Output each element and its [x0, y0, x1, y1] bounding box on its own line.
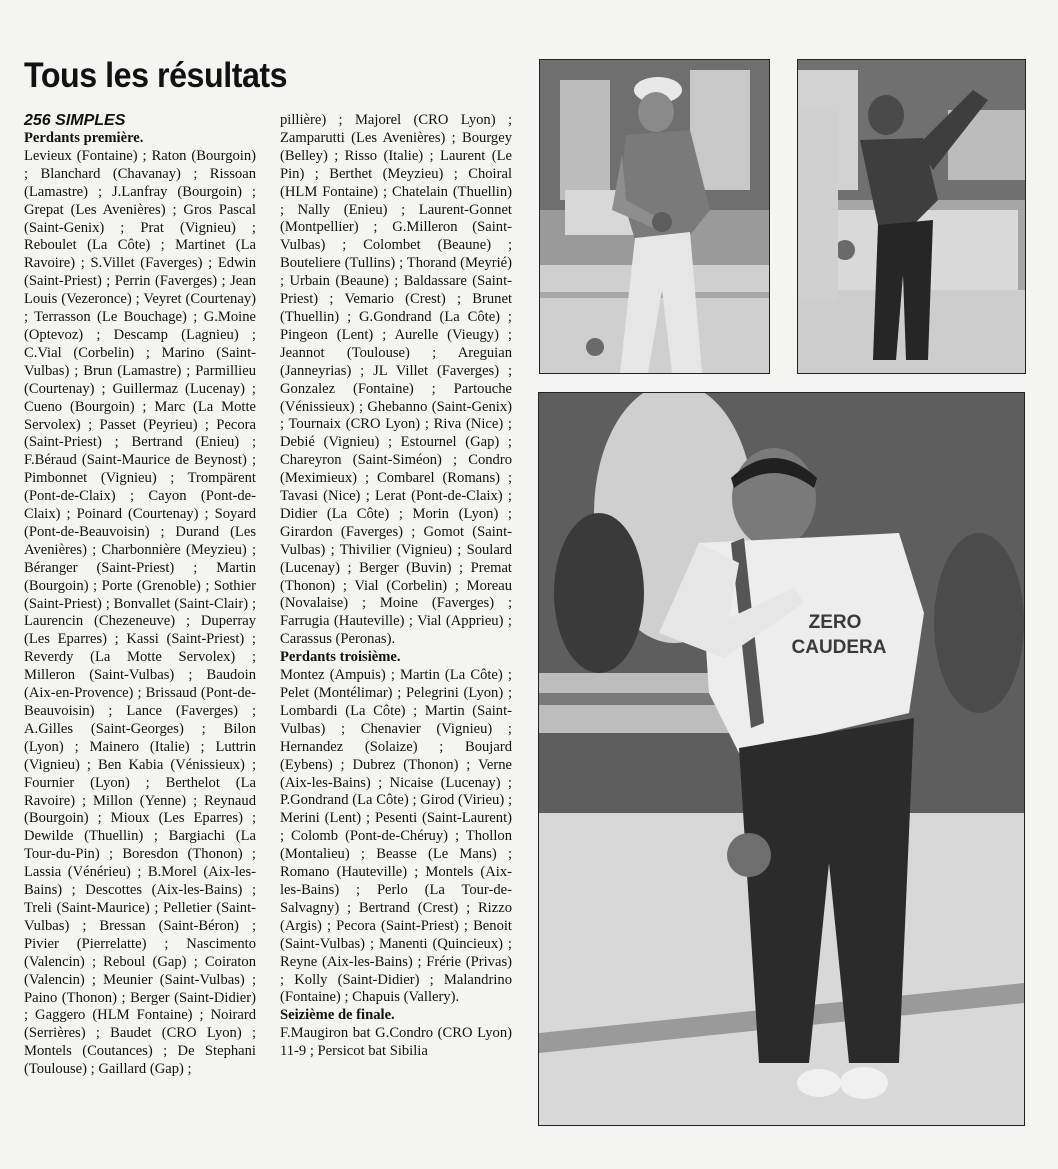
photo-young-player	[797, 59, 1026, 374]
results-text-seizieme: F.Maugiron bat G.Condro (CRO Lyon) 11-9 ; Persicot bat Sibilia	[280, 1025, 512, 1060]
shirt-text-zero: ZERO	[808, 612, 862, 633]
subheading-perdants-troisieme: Perdants troisième.	[280, 649, 401, 666]
results-text-premiere-continued: pillière) ; Majorel (CRO Lyon) ; Zamparutti (Les Avenières) ; Bourgey (Belley) ; Risso (Italie) ; Laurent (Le Pin) ; Berthet (Meyzieu) ; Choiral (HLM Fontaine) ; Chatelain (Thuellin) ; Nally (Enieu) ; Laurent-Gonnet (Montpellier) ; G.Milleron (Saint-Vulbas) ; Colombet (Beaune) ; Bouteliere (Tullins) ; Thorand (Meyrié) ; Urbain (Beaune) ; Baldassare (Saint-Priest) ; Vemario (Crest) ; Brunet (Thuellin) ; G.Gondrand (La Côte) ; Pingeon (Lent) ; Aurelle (Vieugy) ; Jeannot (Toulouse) ; Areguian (Janneyrias) ; JL Villet (Faverges) ; Gonzalez (Fontaine) ; Partouche (Vénissieux) ; Ghebanno (Saint-Genix) ; Tournaix (CRO Lyon) ; Riva (Nice) ; Debié (Vignieu) ; Estournel (Gap) ; Chareyron (Saint-Siméon) ; Condro (Meximieux) ; Combarel (Romans) ; Tavasi (Nice) ; Lerat (Pont-de-Claix) ; Didier (La Côte) ; Morin (Lyon) ; Girardon (Faverges) ; Gomot (Saint-Vulbas) ; Thivilier (Vignieu) ; Soulard (Lucenay) ; Berger (Buvin) ; Premat (Thonon) ; Vial (Corbelin) ; Moreau (Novalaise) ; Moine (Faverges) ; Farrugia (Hauteville) ; Vial (Apprieu) ; Carassus (Peronas).	[280, 112, 512, 648]
results-text-troisieme: Montez (Ampuis) ; Martin (La Côte) ; Pelet (Montélimar) ; Pelegrini (Lyon) ; Lombardi (La Côte) ; Martin (Saint-Vulbas) ; Chenavier (Vignieu) ; Hernandez (Solaize) ; Boujard (Eybens) ; Dubrez (Thonon) ; Verne (Aix-les-Bains) ; Nicaise (Lucenay) ; P.Gondrand (La Côte) ; Girod (Virieu) ; Merini (Lent) ; Pesenti (Saint-Laurent) ; Colomb (Pont-de-Chéruy) ; Thollon (Montalieu) ; Beasse (Le Mans) ; Romano (Hauteville) ; Montels (Aix-les-Bains) ; Perlo (La Tour-de-Salvagny) ; Bertrand (Crest) ; Rizzo (Argis) ; Pecora (Saint-Priest) ; Benoit (Saint-Vulbas) ; Manenti (Quincieux) ; Reyne (Aix-les-Bains) ; Frérie (Privas) ; Kolly (Saint-Didier) ; Malandrino (Fontaine) ; Chapuis (Vallery).	[280, 667, 512, 1006]
subheading-perdants-premiere: Perdants première.	[24, 130, 144, 146]
results-column-1	[24, 112, 256, 1079]
photo-main-player	[538, 392, 1025, 1126]
results-text-premiere: Levieux (Fontaine) ; Raton (Bourgoin) ; Blanchard (Chavanay) ; Rissoan (Lamastre) ; J.Lanfray (Bourgoin) ; Grepat (Les Avenières) ; Gros Pascal (Saint-Genix) ; Prat (Vignieu) ; Reboulet (La Côte) ; Martinet (La Ravoire) ; S.Villet (Faverges) ; Edwin (Saint-Priest) ; Perrin (Faverges) ; Jean Louis (Vezeronce) ; Veyret (Courtenay) ; Terrasson (Le Bouchage) ; G.Moine (Optevoz) ; Descamp (Lagnieu) ; C.Vial (Corbelin) ; Marino (Saint-Vulbas) ; Brun (Lamastre) ; Parmillieu (Courtenay) ; Guillermaz (Lucenay) ; Cueno (Bourgoin) ; Marc (La Motte Servolex) ; Passet (Peyrieu) ; Pecora (Saint-Priest) ; Bertrand (Enieu) ; F.Béraud (Saint-Maurice de Beynost) ; Pimbonnet (Vignieu) ; Trompärent (Pont-de-Claix) ; Cayon (Pont-de-Claix) ; Poinard (Courtenay) ; Soyard (Pont-de-Beauvoisin) ; Durand (Les Avenières) ; Charbonnière (Meyzieu) ; Béranger (Saint-Priest) ; Martin (Bourgoin) ; Porte (Grenoble) ; Sothier (Saint-Priest) ; Bonvallet (Saint-Clair) ; Laurencin (Chezeneuve) ; Duperray (Les Eparres) ; Kassi (Saint-Priest) ; Reverdy (La Motte Servolex) ; Milleron (Saint-Vulbas) ; Baudoin (Aix-en-Provence) ; Brissaud (Pont-de-Beauvoisin) ; Lance (Faverges) ; A.Gilles (Saint-Georges) ; Bilon (Lyon) ; Mainero (Italie) ; Luttrin (Vignieu) ; Ben Kabia (Vénissieux) ; Fournier (Lyon) ; Berthelot (La Ravoire) ; Millon (Yenne) ; Reynaud (Bourgoin) ; Mioux (Les Eparres) ; Dewilde (Thuellin) ; Bargiachi (La Tour-du-Pin) ; Boresdon (Thonon) ; Lassia (Vénérieu) ; B.Morel (Aix-les-Bains) ; Descottes (Aix-les-Bains) ; Treli (Saint-Maurice) ; Pelletier (Saint-Vulbas) ; Bressan (Saint-Béron) ; Pivier (Pierrelatte) ; Nascimento (Valencin) ; Reboul (Gap) ; Coiraton (Valencin) ; Meunier (Saint-Vulbas) ; Paino (Thonon) ; Berger (Saint-Didier) ; Gaggero (HLM Fontaine) ; Noirard (Serrières) ; Baudet (CRO Lyon) ; Montels (Coutances) ; De Stephani (Toulouse) ; Gaillard (Gap) ;	[24, 147, 256, 1078]
section-title: 256 SIMPLES	[24, 112, 126, 129]
results-column-2	[280, 112, 512, 1061]
photo-player-cap	[539, 59, 770, 374]
subheading-seizieme: Seizième de finale.	[280, 1007, 395, 1024]
shirt-text-caudera: CAUDERA	[791, 637, 887, 658]
page-headline: Tous les résultats	[24, 56, 288, 95]
